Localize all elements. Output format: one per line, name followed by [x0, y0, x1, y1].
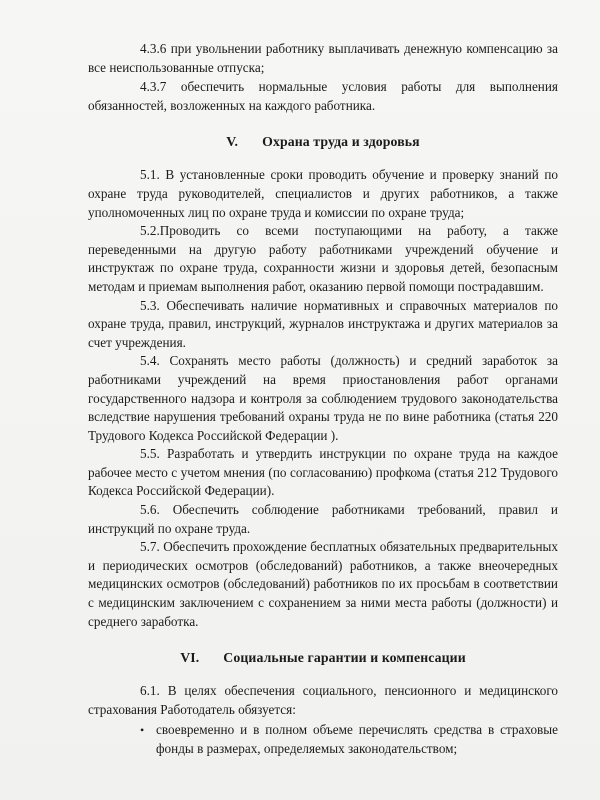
paragraph-5-4: 5.4. Сохранять место работы (должность) и средний заработок за работниками учреждений на время приостановления работ органами государственного надзора и контроля за соблюдением трудового законодательства вследствие нарушения требований охраны труда не по вине работника (статья 220 Трудового Кодекса Российской Федерации ). — [88, 353, 558, 443]
section-number: VI. — [180, 650, 200, 666]
section-heading-6 — [88, 649, 558, 667]
bullet-icon: • — [140, 723, 145, 738]
bullet-text: своевременно и в полном объеме перечислять средства в страховые фонды в размерах, определяемых законодательством; — [156, 722, 558, 756]
section-title: Социальные гарантии и компенсации — [223, 650, 466, 666]
paragraph-5-5: 5.5. Разработать и утвердить инструкции по охране труда на каждое рабочее место с учетом мнения (по согласованию) профкома (статья 212 Трудового Кодекса Российской Федерации). — [88, 446, 558, 499]
paragraph-4-3-7: 4.3.7 обеспечить нормальные условия работы для выполнения обязанностей, возложенных на каждого работника. — [88, 79, 558, 113]
section-heading-5 — [88, 133, 558, 151]
paragraph-5-2: 5.2.Проводить со всеми поступающими на работу, а также переведенными на другую работу работниками учреждений обучение и инструктаж по охране труда, сохранности жизни и здоровья детей, безопасным методам и приемам выполнения работ, оказанию первой помощи пострадавшим. — [88, 223, 558, 294]
paragraph-4-3-6: 4.3.6 при увольнении работнику выплачивать денежную компенсацию за все неиспользованные отпуска; — [88, 41, 558, 75]
bullet-list-item — [140, 721, 558, 758]
paragraph-6-1: 6.1. В целях обеспечения социального, пенсионного и медицинского страхования Работодатель обязуется: — [88, 683, 558, 717]
paragraph-5-3: 5.3. Обеспечивать наличие нормативных и справочных материалов по охране труда, правил, инструкций, журналов инструктажа и других материалов за счет учреждения. — [88, 297, 558, 350]
paragraph-5-1: 5.1. В установленные сроки проводить обучение и проверку знаний по охране труда руководителей, специалистов и других работников, а также уполномоченных лиц по охране труда и комиссии по охране труда; — [88, 167, 558, 220]
paragraph-5-6: 5.6. Обеспечить соблюдение работниками требований, правил и инструкций по охране труда. — [88, 502, 558, 536]
section-title: Охрана труда и здоровья — [262, 134, 420, 150]
section-number: V. — [226, 134, 239, 150]
paragraph-5-7: 5.7. Обеспечить прохождение бесплатных обязательных предварительных и периодических осмотров (обследований) работников, а также внеочередных медицинских осмотров (обследований) работников по их просьбам в соответствии с медицинским заключением с сохранением за ними места работы (должности) и среднего заработка. — [88, 539, 558, 629]
